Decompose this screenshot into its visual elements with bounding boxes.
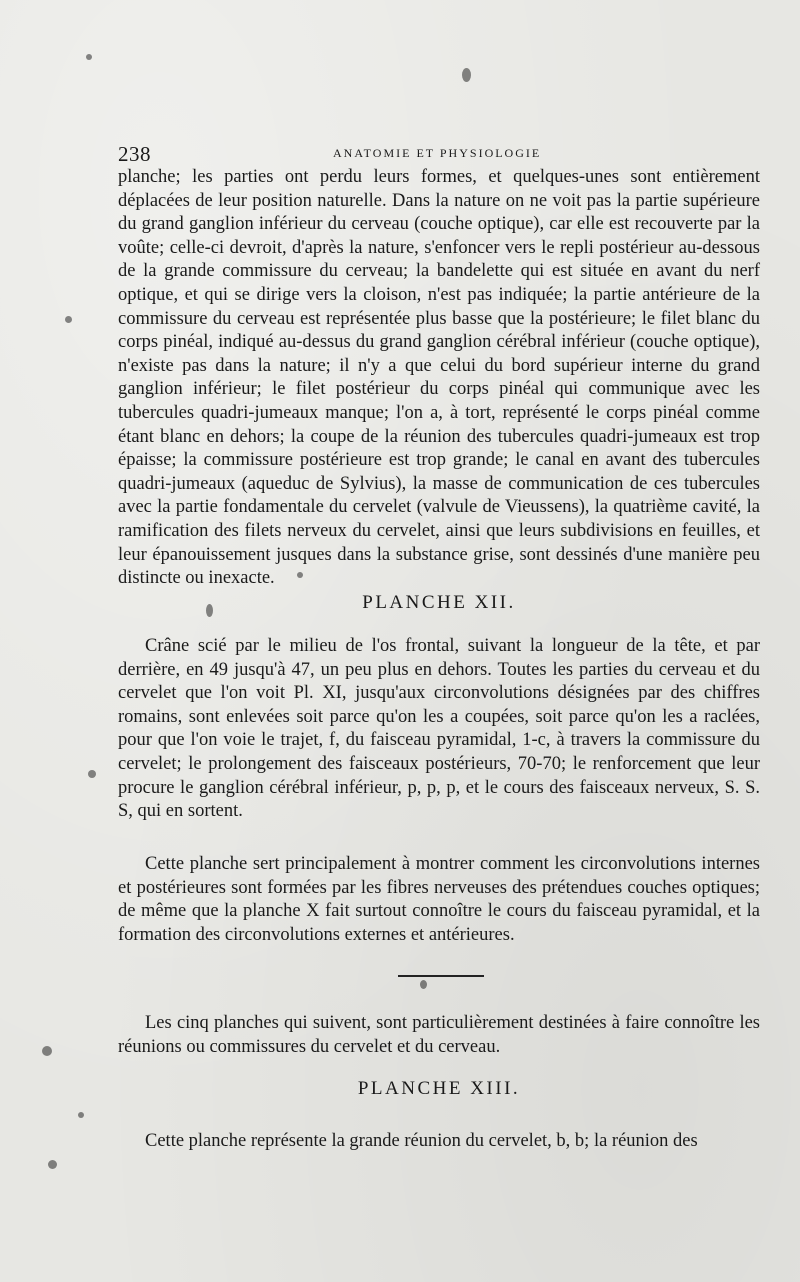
ink-spot — [462, 68, 471, 82]
paragraph-plate-12-purpose: Cette planche sert principalement à montrer comment les circonvolutions internes et postérieures sont formées par les fibres nerveuses des prétendues couches optiques; de même que la planche X fait surtout connoître le cours du faisceau pyramidal, et la formation des circonvolutions externes et antérieures. — [118, 854, 760, 945]
ink-spot — [78, 1112, 84, 1118]
paragraph-plate-13-description: Cette planche représente la grande réunion du cervelet, b, b; la réunion des — [145, 1131, 698, 1151]
ink-spot — [42, 1046, 52, 1056]
section-divider — [398, 975, 484, 977]
paragraph-plate-12-description: Crâne scié par le milieu de l'os frontal, suivant la longueur de la tête, et par derrière, en 49 jusqu'à 47, un peu plus en dehors. Toutes les parties du cerveau et du cervelet que l'on voit Pl. XI, jusqu'aux circonvolutions désignées par des chiffres romains, sont enlevées soit parce qu'on les a coupées, soit parce qu'on les a raclées, pour que l'on voie le trajet, f, du faisceau pyramidal, 1-c, à travers la commissure du cervelet; le prolongement des faisceaux postérieurs, 70-70; le renforcement que leur procure le ganglion cérébral inférieur, p, p, p, et le cours des faisceaux nerveux, S. S. S, qui en sortent. — [118, 636, 760, 822]
running-head: ANATOMIE ET PHYSIOLOGIE — [333, 146, 542, 160]
page-number: 238 — [118, 142, 151, 166]
plate-xii-heading: PLANCHE XII. — [362, 592, 516, 613]
ink-spot — [88, 770, 96, 778]
paragraph-commissures-intro: Les cinq planches qui suivent, sont particulièrement destinées à faire connoître les réunions ou commissures du cervelet et du cerveau. — [118, 1013, 760, 1057]
ink-spot — [86, 54, 92, 60]
page-header — [118, 142, 760, 166]
plate-xiii-heading: PLANCHE XIII. — [357, 1078, 521, 1099]
ink-spot — [65, 316, 72, 323]
paragraph-plate-11-notes: planche; les parties ont perdu leurs formes, et quelques-unes sont entièrement déplacées de leur position naturelle. Dans la nature on ne voit pas la partie supérieure du grand ganglion inférieur du cerveau (couche optique), car elle est recouverte par la voûte; celle-ci devroit, d'après la nature, s'enfoncer vers le repli postérieur au-dessous de la grande commissure du cerveau; la bandelette qui est située en avant du nerf optique, et qui se dirige vers la cloison, n'est pas indiquée; la partie antérieure de la commissure du cerveau est représentée plus basse que la postérieure; le filet blanc du corps pinéal, indiqué au-dessus du grand ganglion cérébral inférieur (couche optique), n'existe pas dans la nature; il n'y a que celui du bord supérieur interne du grand ganglion inférieur; le filet postérieur du corps pinéal qui communique avec les tubercules quadri-jumeaux manque; l'on a, à tort, représenté le corps pinéal comme étant blanc en dehors; la coupe de la réunion des tubercules quadri-jumeaux est trop épaisse; la commissure postérieure est trop grande; le canal en avant des tubercules quadri-jumeaux (aqueduc de Sylvius), la masse de communication de ces tubercules avec la partie fondamentale du cervelet (valvule de Vieussens), la quatrième cavité, la ramification des filets nerveux du cervelet, ainsi que leurs subdivisions en feuilles, et leur épanouissement jusques dans la substance grise, sont dessinés d'une manière peu distincte ou inexacte. — [118, 167, 760, 589]
ink-spot — [420, 980, 427, 989]
ink-spot — [48, 1160, 57, 1169]
